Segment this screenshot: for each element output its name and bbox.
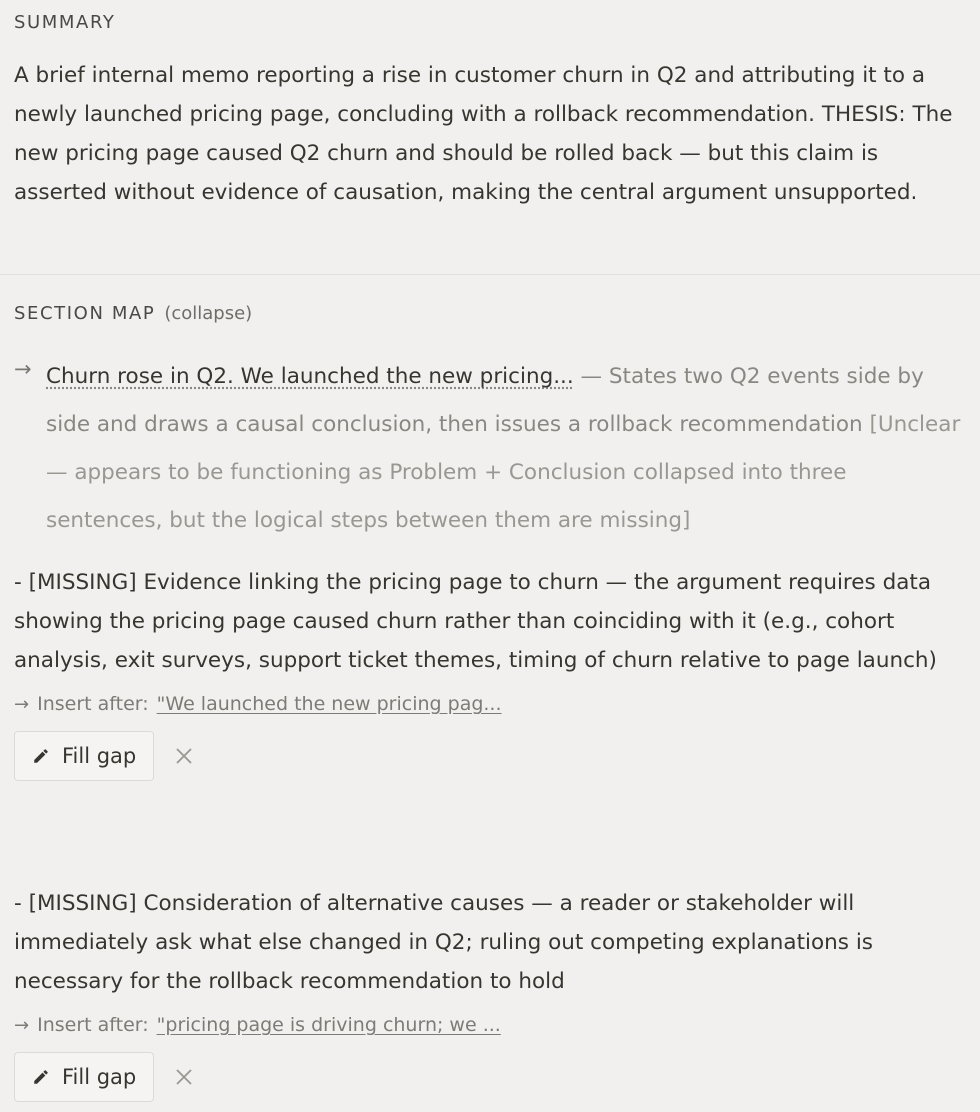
insert-after-quote-link[interactable]: "We launched the new pricing pag... xyxy=(156,693,502,715)
fill-gap-button[interactable] xyxy=(14,731,154,781)
summary-heading: SUMMARY xyxy=(14,12,116,33)
gap-actions xyxy=(14,1052,954,1102)
gap-description: - [MISSING] Consideration of alternative causes — a reader or stakeholder will immediately ask what else changed in Q2; ruling out competing explanations is necessary for the rollback recommendation to hold xyxy=(14,891,874,994)
section-map-header xyxy=(14,303,252,324)
fill-gap-button[interactable] xyxy=(14,1052,154,1102)
insert-location xyxy=(14,693,954,715)
insert-after-quote-link[interactable]: "pricing page is driving churn; we ... xyxy=(156,1014,501,1036)
insert-after-label: Insert after: xyxy=(37,1014,149,1036)
pencil-icon xyxy=(32,747,50,765)
arrow-right-icon: → xyxy=(14,693,30,715)
gap-actions xyxy=(14,731,954,781)
gap-description: - [MISSING] Evidence linking the pricing page to churn — the argument requires data showing the pricing page caused churn rather than coinciding with it (e.g., cohort analysis, exit surveys, support ticket themes, timing of churn relative to page launch) xyxy=(14,570,937,673)
gap-item xyxy=(14,563,954,781)
section-map-item-link[interactable]: Churn rose in Q2. We launched the new pricing... xyxy=(46,364,574,389)
section-divider xyxy=(0,274,980,275)
collapse-toggle[interactable]: (collapse) xyxy=(164,303,253,324)
close-icon[interactable] xyxy=(174,746,194,766)
pencil-icon xyxy=(32,1068,50,1086)
arrow-right-icon: → xyxy=(14,1014,30,1036)
insert-after-label: Insert after: xyxy=(37,693,149,715)
arrow-right-icon: → xyxy=(14,357,32,381)
section-map-item-body xyxy=(46,353,964,545)
fill-gap-label: Fill gap xyxy=(62,744,137,768)
close-icon[interactable] xyxy=(174,1067,194,1087)
gap-item xyxy=(14,884,954,1102)
fill-gap-label: Fill gap xyxy=(62,1065,137,1089)
summary-text: A brief internal memo reporting a rise in customer churn in Q2 and attributing it to a newly launched pricing page, concluding with a rollback recommendation. THESIS: The new pricing page caused Q2 churn and should be rolled back — but this claim is asserted without evidence of causation, making the central argument unsupported. xyxy=(14,63,953,205)
section-map-item-description: — States two Q2 events side by side and draws a causal conclusion, then issues a rollback recommendation xyxy=(46,364,924,437)
section-map-item xyxy=(14,353,964,545)
section-map-item-note: [Unclear — appears to be functioning as Problem + Conclusion collapsed into three sentences, but the logical steps between them are missing] xyxy=(46,412,961,533)
insert-location xyxy=(14,1014,954,1036)
section-map-heading: SECTION MAP xyxy=(14,303,156,324)
